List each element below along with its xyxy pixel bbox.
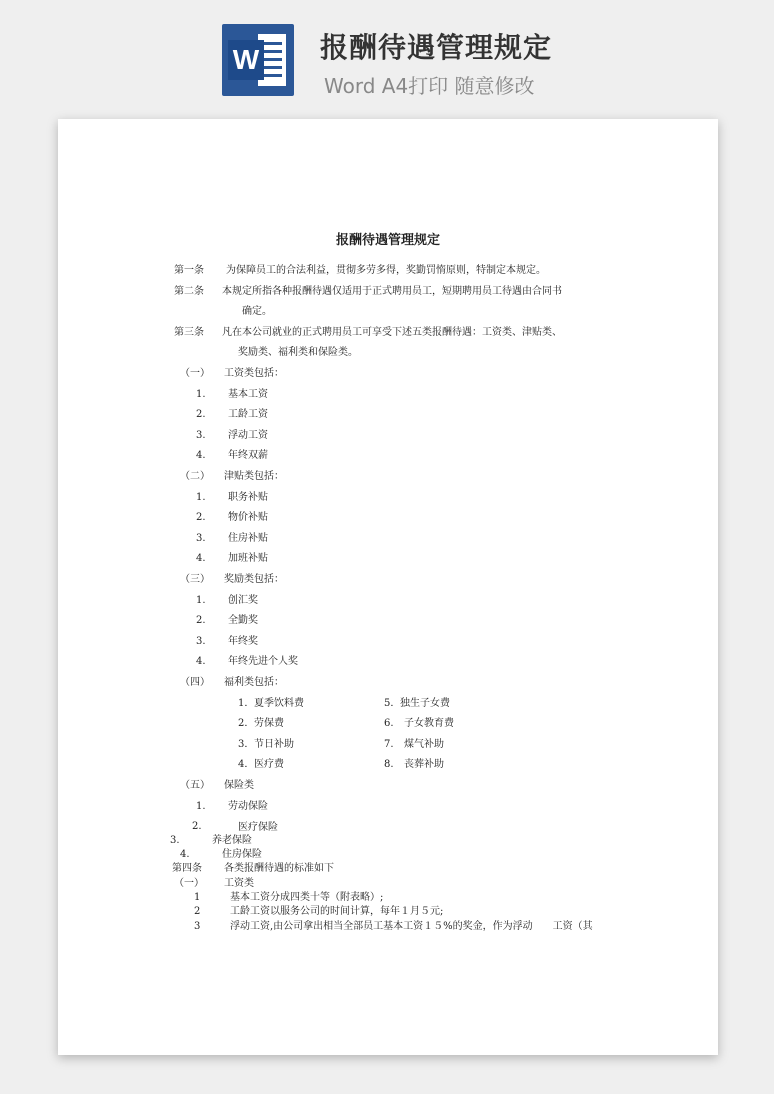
list-item: 住房保险 <box>222 849 262 860</box>
item-number: 2. <box>196 409 206 420</box>
list-item: 浮动工资 <box>228 430 268 441</box>
section-label: （五） <box>180 780 210 791</box>
item-number: 4. <box>196 656 206 667</box>
section-text: 福利类包括： <box>224 677 284 688</box>
section-label: （四） <box>180 677 210 688</box>
article-text: 各类报酬待遇的标准如下 <box>224 863 334 874</box>
item-number: 6. <box>384 718 394 729</box>
list-item: 年终奖 <box>228 636 258 647</box>
item-number: 1 <box>194 892 201 903</box>
list-item: 劳保费 <box>254 718 284 729</box>
item-number: 4. <box>196 553 206 564</box>
list-item: 养老保险 <box>212 835 252 846</box>
list-item: 年终先进个人奖 <box>228 656 298 667</box>
article-text: 确定。 <box>242 306 272 317</box>
article-text: 奖励类、福利类和保险类。 <box>238 347 358 358</box>
item-number: 3． <box>238 739 255 750</box>
item-number: 5． <box>384 698 401 709</box>
list-item: 创汇奖 <box>228 595 258 606</box>
item-number: 1. <box>196 389 206 400</box>
item-number: 2. <box>196 615 206 626</box>
item-number: 4． <box>238 759 255 770</box>
item-number: 4. <box>196 450 206 461</box>
section-text: 津贴类包括： <box>224 471 284 482</box>
list-item: 浮动工资,由公司拿出相当全部员工基本工资１５%的奖金，作为浮动 工资（其 <box>230 921 593 932</box>
list-item: 加班补贴 <box>228 553 268 564</box>
document-title: 报酬待遇管理规定 <box>335 233 440 248</box>
list-item: 节日补助 <box>254 739 294 750</box>
list-item: 住房补贴 <box>228 533 268 544</box>
header <box>0 0 774 110</box>
list-item: 劳动保险 <box>228 801 268 812</box>
item-number: 3 <box>194 921 201 932</box>
section-text: 保险类 <box>224 780 254 791</box>
list-item: 独生子女费 <box>400 698 450 709</box>
article-label: 第一条 <box>174 265 204 276</box>
item-number: 2. <box>192 821 202 832</box>
list-item: 医疗费 <box>254 759 284 770</box>
item-number: 7. <box>384 739 394 750</box>
section-label: （二） <box>180 471 210 482</box>
article-text: 为保障员工的合法利益，贯彻多劳多得，奖勤罚惰原则，特制定本规定。 <box>226 265 546 276</box>
item-number: 1. <box>196 492 206 503</box>
item-number: 4. <box>180 849 190 860</box>
item-number: 3. <box>170 835 180 846</box>
list-item: 职务补贴 <box>228 492 268 503</box>
list-item: 物价补贴 <box>228 512 268 523</box>
section-label: （三） <box>180 574 210 585</box>
header-title: 报酬待遇管理规定 <box>320 31 553 64</box>
item-number: 2. <box>196 512 206 523</box>
article-label: 第三条 <box>174 327 204 338</box>
article-text: 凡在本公司就业的正式聘用员工可享受下述五类报酬待遇：工资类、津贴类、 <box>222 327 562 338</box>
section-text: 奖励类包括： <box>224 574 284 585</box>
list-item: 基本工资 <box>228 389 268 400</box>
item-number: 3. <box>196 430 206 441</box>
list-item: 医疗保险 <box>238 822 278 833</box>
section-label: （一） <box>180 368 210 379</box>
document-page <box>58 119 718 1055</box>
header-subtitle: Word A4打印 随意修改 <box>324 74 535 98</box>
list-item: 丧葬补助 <box>404 759 444 770</box>
word-icon: W <box>222 24 294 96</box>
item-number: 3. <box>196 533 206 544</box>
list-item: 年终双薪 <box>228 450 268 461</box>
item-number: 2 <box>194 906 201 917</box>
list-item: 子女教育费 <box>404 718 454 729</box>
item-number: 8. <box>384 759 394 770</box>
list-item: 工龄工资 <box>228 409 268 420</box>
list-item: 基本工资分成四类十等（附表略）; <box>230 892 384 903</box>
article-label: 第二条 <box>174 286 204 297</box>
item-number: 1． <box>238 698 255 709</box>
section-text: 工资类 <box>224 878 254 889</box>
section-label: （一） <box>174 878 204 889</box>
item-number: 1. <box>196 595 206 606</box>
item-number: 2． <box>238 718 255 729</box>
item-number: 3. <box>196 636 206 647</box>
section-text: 工资类包括： <box>224 368 284 379</box>
list-item: 夏季饮料费 <box>254 698 304 709</box>
list-item: 工龄工资以服务公司的时间计算，每年１月５元; <box>230 906 444 917</box>
item-number: 1. <box>196 801 206 812</box>
list-item: 煤气补助 <box>404 739 444 750</box>
article-text: 本规定所指各种报酬待遇仅适用于正式聘用员工，短期聘用员工待遇由合同书 <box>222 286 562 297</box>
list-item: 全勤奖 <box>228 615 258 626</box>
article-label: 第四条 <box>172 863 202 874</box>
